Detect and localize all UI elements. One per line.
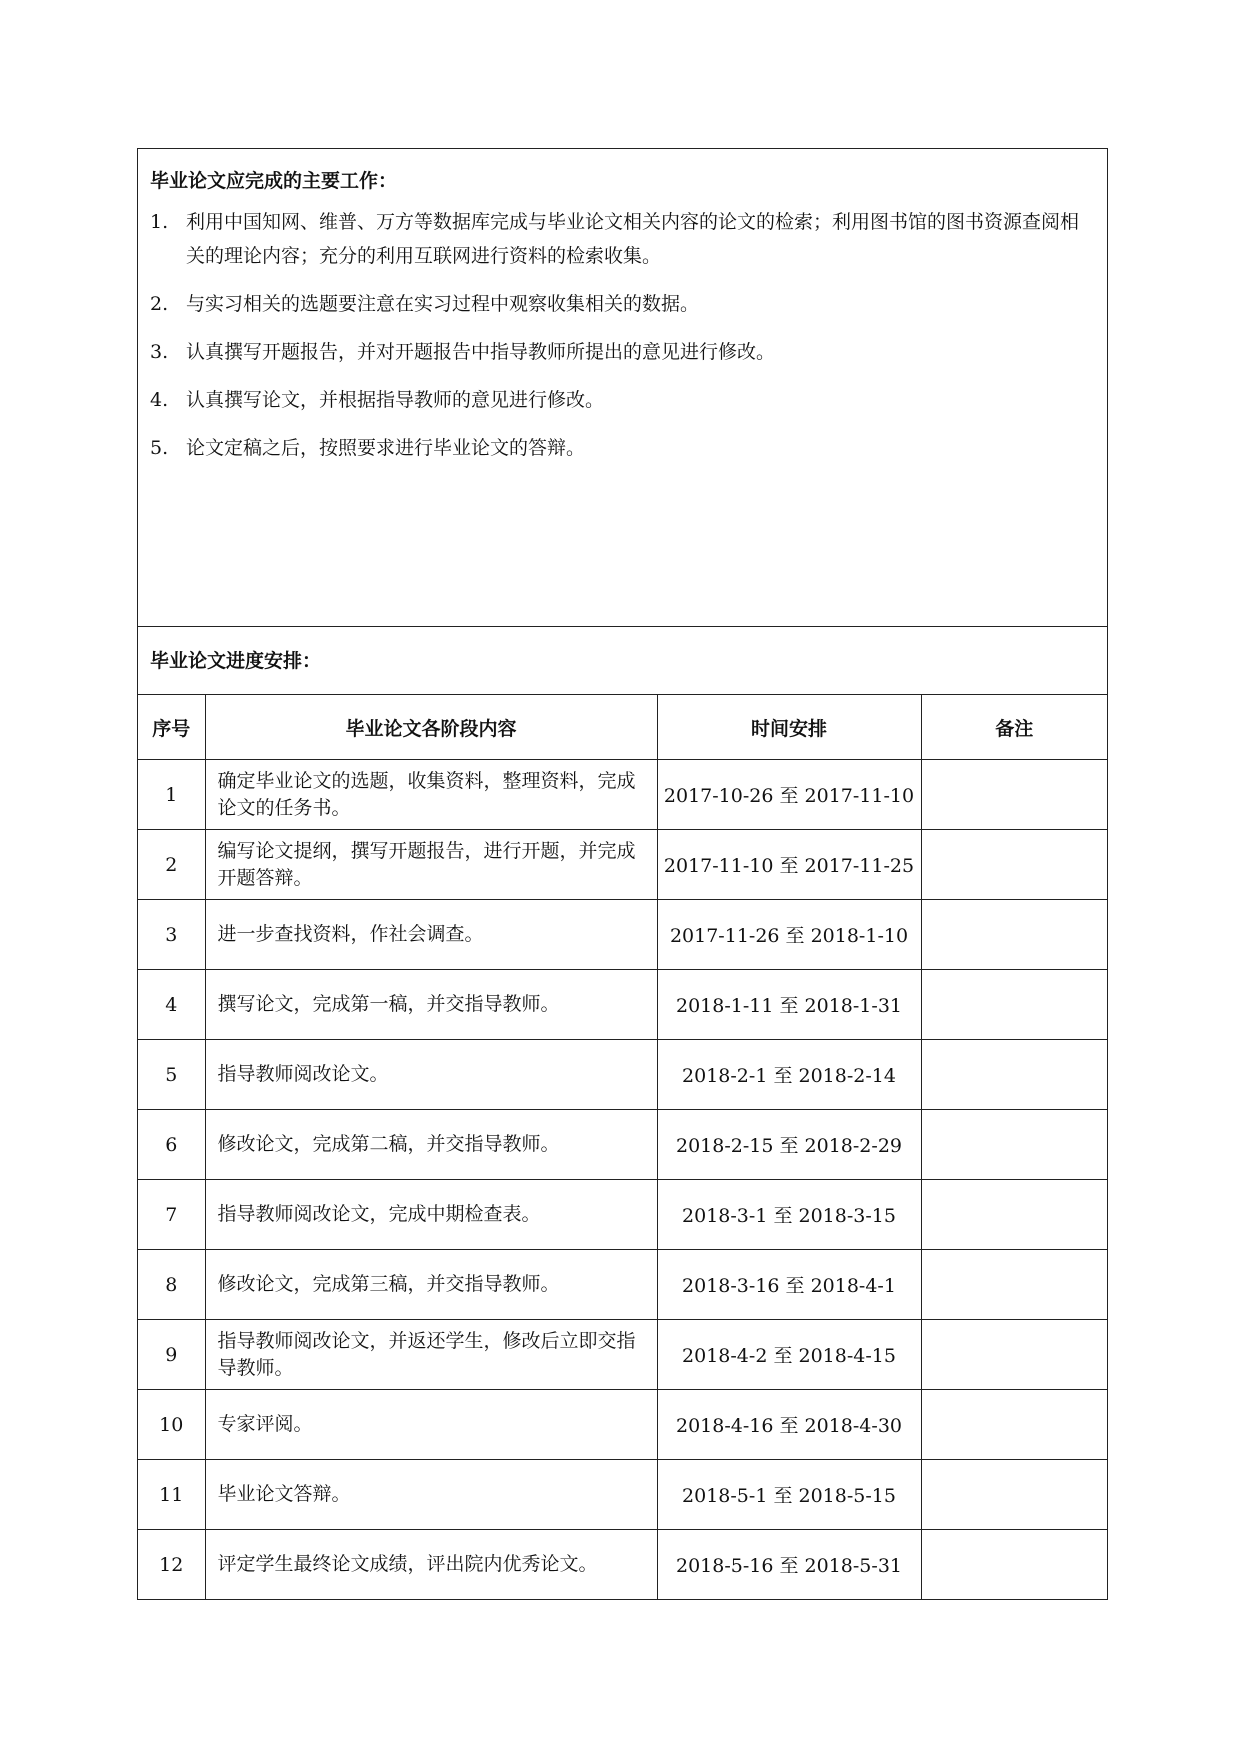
row-time: 2017-10-26 至 2017-11-10 bbox=[657, 760, 921, 830]
work-item-number: 3. bbox=[150, 341, 169, 363]
header-no: 序号 bbox=[138, 695, 205, 760]
row-number: 8 bbox=[138, 1250, 205, 1320]
row-content: 指导教师阅改论文。 bbox=[205, 1040, 657, 1110]
row-content: 专家评阅。 bbox=[205, 1390, 657, 1460]
row-number: 12 bbox=[138, 1530, 205, 1600]
task-form bbox=[137, 148, 1108, 1600]
table-row bbox=[138, 1110, 1107, 1180]
schedule-table bbox=[138, 695, 1107, 1599]
row-note bbox=[921, 1460, 1107, 1530]
row-note bbox=[921, 1530, 1107, 1600]
row-note bbox=[921, 900, 1107, 970]
row-note bbox=[921, 1320, 1107, 1390]
table-row bbox=[138, 900, 1107, 970]
table-row bbox=[138, 1180, 1107, 1250]
table-row bbox=[138, 970, 1107, 1040]
work-item-number: 1. bbox=[150, 211, 169, 233]
row-time: 2018-5-16 至 2018-5-31 bbox=[657, 1530, 921, 1600]
row-number: 11 bbox=[138, 1460, 205, 1530]
row-time: 2018-3-1 至 2018-3-15 bbox=[657, 1180, 921, 1250]
header-time: 时间安排 bbox=[657, 695, 921, 760]
row-time: 2018-2-15 至 2018-2-29 bbox=[657, 1110, 921, 1180]
row-number: 7 bbox=[138, 1180, 205, 1250]
work-item bbox=[150, 383, 1097, 417]
row-content: 指导教师阅改论文，完成中期检查表。 bbox=[205, 1180, 657, 1250]
work-item bbox=[150, 287, 1097, 321]
table-row bbox=[138, 1040, 1107, 1110]
work-item bbox=[150, 205, 1097, 273]
table-row bbox=[138, 1250, 1107, 1320]
work-item-text: 与实习相关的选题要注意在实习过程中观察收集相关的数据。 bbox=[186, 293, 700, 315]
table-row bbox=[138, 830, 1107, 900]
work-item bbox=[150, 431, 1097, 465]
row-number: 9 bbox=[138, 1320, 205, 1390]
schedule-title: 毕业论文进度安排： bbox=[150, 649, 322, 672]
row-note bbox=[921, 760, 1107, 830]
row-note bbox=[921, 1110, 1107, 1180]
row-number: 1 bbox=[138, 760, 205, 830]
schedule-header bbox=[138, 627, 1107, 695]
row-time: 2018-3-16 至 2018-4-1 bbox=[657, 1250, 921, 1320]
row-content: 评定学生最终论文成绩，评出院内优秀论文。 bbox=[205, 1530, 657, 1600]
work-item-text: 认真撰写开题报告，并对开题报告中指导教师所提出的意见进行修改。 bbox=[186, 341, 776, 363]
main-work-section bbox=[138, 149, 1107, 627]
table-row bbox=[138, 1530, 1107, 1600]
header-content: 毕业论文各阶段内容 bbox=[205, 695, 657, 760]
row-note bbox=[921, 830, 1107, 900]
work-item bbox=[150, 335, 1097, 369]
table-row bbox=[138, 1320, 1107, 1390]
row-content: 修改论文，完成第二稿，并交指导教师。 bbox=[205, 1110, 657, 1180]
work-item-text: 认真撰写论文，并根据指导教师的意见进行修改。 bbox=[186, 389, 605, 411]
row-note bbox=[921, 1390, 1107, 1460]
row-number: 2 bbox=[138, 830, 205, 900]
row-content: 指导教师阅改论文，并返还学生，修改后立即交指导教师。 bbox=[205, 1320, 657, 1390]
row-number: 3 bbox=[138, 900, 205, 970]
row-number: 5 bbox=[138, 1040, 205, 1110]
table-row bbox=[138, 1460, 1107, 1530]
table-row bbox=[138, 760, 1107, 830]
row-content: 撰写论文，完成第一稿，并交指导教师。 bbox=[205, 970, 657, 1040]
work-item-number: 5. bbox=[150, 437, 169, 459]
header-note: 备注 bbox=[921, 695, 1107, 760]
work-item-number: 4. bbox=[150, 389, 169, 411]
row-time: 2018-2-1 至 2018-2-14 bbox=[657, 1040, 921, 1110]
row-note bbox=[921, 1040, 1107, 1110]
row-content: 确定毕业论文的选题，收集资料，整理资料，完成论文的任务书。 bbox=[205, 760, 657, 830]
row-content: 修改论文，完成第三稿，并交指导教师。 bbox=[205, 1250, 657, 1320]
row-time: 2017-11-26 至 2018-1-10 bbox=[657, 900, 921, 970]
row-time: 2018-1-11 至 2018-1-31 bbox=[657, 970, 921, 1040]
row-note bbox=[921, 1180, 1107, 1250]
table-row bbox=[138, 1390, 1107, 1460]
row-content: 毕业论文答辩。 bbox=[205, 1460, 657, 1530]
row-number: 10 bbox=[138, 1390, 205, 1460]
table-header-row bbox=[138, 695, 1107, 760]
work-item-text: 利用中国知网、维普、万方等数据库完成与毕业论文相关内容的论文的检索；利用图书馆的图书资源查阅相关的理论内容；充分的利用互联网进行资料的检索收集。 bbox=[186, 211, 1080, 267]
main-work-title: 毕业论文应完成的主要工作： bbox=[150, 170, 398, 192]
row-note bbox=[921, 970, 1107, 1040]
row-note bbox=[921, 1250, 1107, 1320]
row-time: 2018-5-1 至 2018-5-15 bbox=[657, 1460, 921, 1530]
row-content: 编写论文提纲，撰写开题报告，进行开题，并完成开题答辩。 bbox=[205, 830, 657, 900]
row-number: 6 bbox=[138, 1110, 205, 1180]
work-item-number: 2. bbox=[150, 293, 169, 315]
work-item-text: 论文定稿之后，按照要求进行毕业论文的答辩。 bbox=[186, 437, 586, 459]
row-time: 2017-11-10 至 2017-11-25 bbox=[657, 830, 921, 900]
row-content: 进一步查找资料，作社会调查。 bbox=[205, 900, 657, 970]
row-time: 2018-4-2 至 2018-4-15 bbox=[657, 1320, 921, 1390]
row-time: 2018-4-16 至 2018-4-30 bbox=[657, 1390, 921, 1460]
row-number: 4 bbox=[138, 970, 205, 1040]
